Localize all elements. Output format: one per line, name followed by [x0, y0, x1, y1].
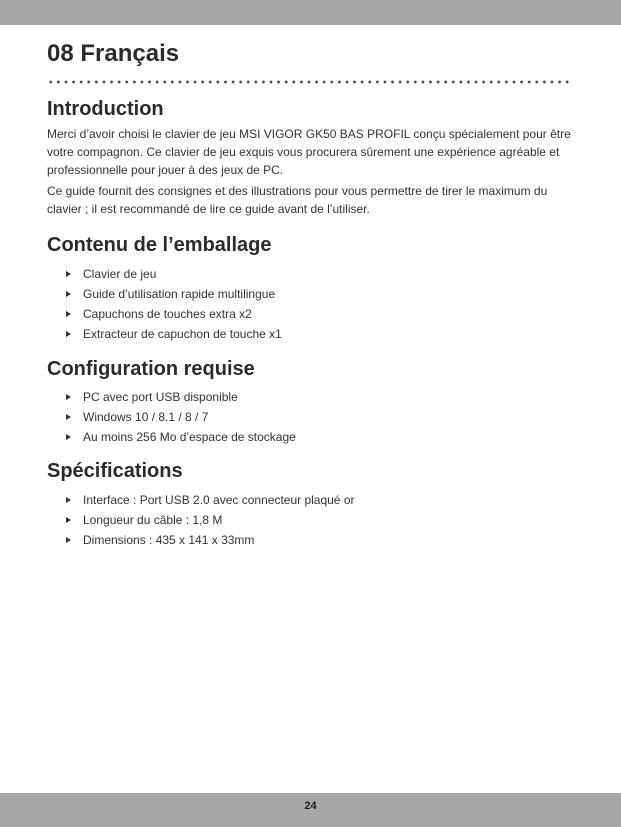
list-item [47, 304, 577, 324]
bullet-arrow-icon [66, 394, 71, 400]
list-item-text: Guide d’utilisation rapide multilingue [83, 287, 276, 301]
list-item-text: Clavier de jeu [83, 267, 157, 281]
page-content [47, 38, 577, 550]
bullet-arrow-icon [66, 331, 71, 337]
bullet-arrow-icon [66, 271, 71, 277]
list-item [47, 510, 577, 530]
system-requirements-list [47, 387, 577, 447]
list-item-text: PC avec port USB disponible [83, 390, 238, 404]
specifications-list [47, 490, 577, 550]
introduction-paragraph-2: Ce guide fournit des consignes et des illustrations pour vous permettre de tirer le maximum du clavier ; il est recommandé de lire ce guide avant de l’utiliser. [47, 184, 548, 216]
list-item [47, 407, 577, 427]
bullet-arrow-icon [66, 517, 71, 523]
list-item [47, 530, 577, 550]
package-contents-list [47, 264, 577, 344]
introduction-paragraph-1: Merci d’avoir choisi le clavier de jeu MSI VIGOR GK50 BAS PROFIL conçu spécialement pour être votre compagnon. Ce clavier de jeu exquis vous procurera sûrement une expérience agréable et professionnelle pour jouer à des jeux de PC. [47, 127, 571, 177]
bullet-arrow-icon [66, 434, 71, 440]
list-item [47, 264, 577, 284]
bullet-arrow-icon [66, 537, 71, 543]
page-number: 24 [304, 800, 317, 812]
introduction-heading: Introduction [47, 98, 164, 120]
list-item [47, 387, 577, 407]
list-item [47, 284, 577, 304]
bullet-arrow-icon [66, 497, 71, 503]
list-item-text: Dimensions : 435 x 141 x 33mm [83, 533, 255, 547]
list-item-text: Longueur du câble : 1,8 M [83, 513, 223, 527]
package-contents-heading: Contenu de l’emballage [47, 234, 272, 256]
specifications-heading: Spécifications [47, 460, 183, 482]
bullet-arrow-icon [66, 291, 71, 297]
header-bar [0, 0, 621, 25]
list-item [47, 490, 577, 510]
list-item [47, 427, 577, 447]
list-item-text: Au moins 256 Mo d’espace de stockage [83, 430, 296, 444]
list-item [47, 324, 577, 344]
system-requirements-heading: Configuration requise [47, 358, 255, 380]
dotted-divider [47, 80, 572, 84]
footer-bar [0, 793, 621, 827]
chapter-title: 08 Français [47, 40, 180, 67]
bullet-arrow-icon [66, 311, 71, 317]
bullet-arrow-icon [66, 414, 71, 420]
list-item-text: Capuchons de touches extra x2 [83, 307, 252, 321]
list-item-text: Windows 10 / 8.1 / 8 / 7 [83, 410, 209, 424]
list-item-text: Interface : Port USB 2.0 avec connecteur plaqué or [83, 493, 355, 507]
list-item-text: Extracteur de capuchon de touche x1 [83, 327, 282, 341]
